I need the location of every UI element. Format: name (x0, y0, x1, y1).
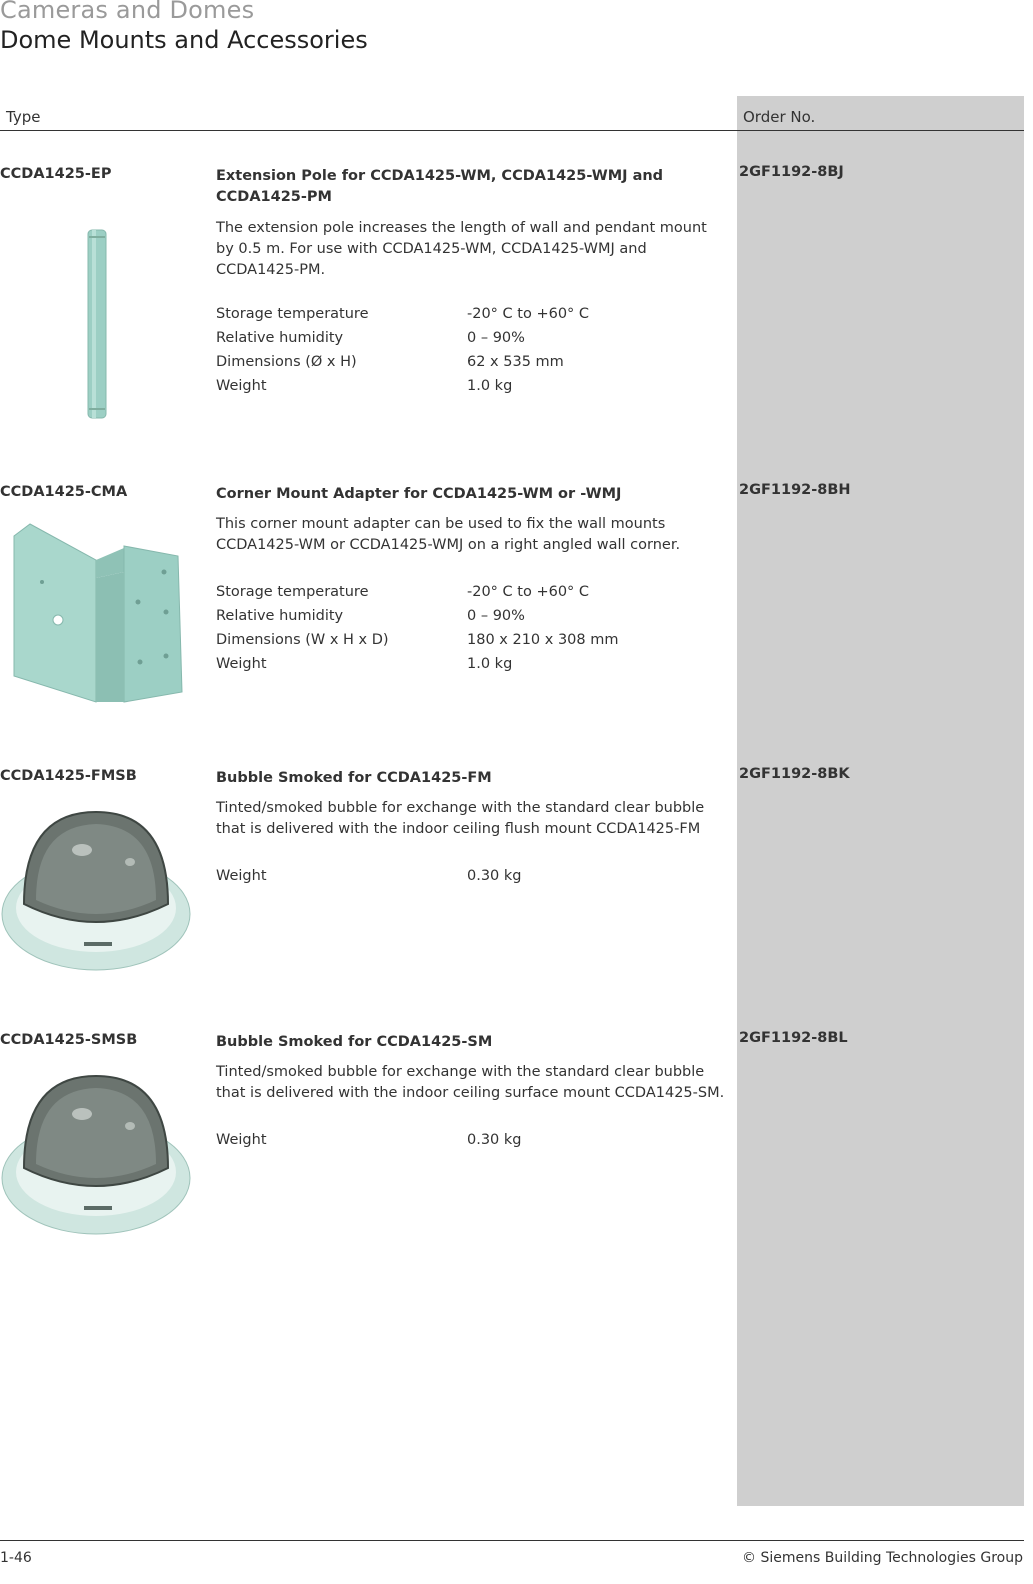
spec-row (216, 584, 716, 608)
smoked-bubble-image (0, 804, 192, 974)
product-type: CCDA1425-EP (0, 166, 112, 182)
spec-value: 1.0 kg (467, 656, 513, 672)
spec-table (216, 584, 716, 680)
spec-value: -20° C to +60° C (467, 306, 590, 322)
order-number: 2GF1192-8BK (739, 766, 850, 782)
spec-value: 0 – 90% (467, 330, 525, 346)
spec-value: 180 x 210 x 308 mm (467, 632, 619, 648)
product-type: CCDA1425-FMSB (0, 768, 137, 784)
spec-label: Storage temperature (216, 306, 369, 322)
spec-row (216, 354, 716, 378)
spec-value: 1.0 kg (467, 378, 513, 394)
spec-table (216, 1132, 716, 1156)
spec-value: 62 x 535 mm (467, 354, 564, 370)
order-number: 2GF1192-8BJ (739, 164, 844, 180)
extension-pole-image (0, 224, 192, 424)
column-header-type: Type (6, 108, 41, 126)
spec-label: Relative humidity (216, 330, 344, 346)
spec-label: Weight (216, 868, 267, 884)
spec-table (216, 306, 716, 402)
product-title: Extension Pole for CCDA1425-WM, CCDA1425-WMJ and CCDA1425-PM (216, 168, 664, 205)
order-number: 2GF1192-8BH (739, 482, 851, 498)
product-title: Corner Mount Adapter for CCDA1425-WM or -WMJ (216, 486, 622, 502)
spec-table (216, 868, 716, 892)
spec-label: Dimensions (W x H x D) (216, 632, 389, 648)
section-category: Cameras and Domes (0, 0, 255, 24)
spec-row (216, 632, 716, 656)
corner-mount-adapter-image (0, 516, 192, 706)
order-number-column (737, 96, 1024, 1506)
spec-row (216, 656, 716, 680)
column-header-order: Order No. (743, 108, 816, 126)
spec-label: Weight (216, 1132, 267, 1148)
copyright-notice: © Siemens Building Technologies Group (742, 1550, 1023, 1566)
spec-value: 0.30 kg (467, 868, 522, 884)
spec-row (216, 378, 716, 402)
product-title: Bubble Smoked for CCDA1425-SM (216, 1034, 493, 1050)
product-description: This corner mount adapter can be used to fix the wall mounts CCDA1425-WM or CCDA1425-WMJ on a right angled wall corner. (216, 516, 681, 553)
spec-label: Relative humidity (216, 608, 344, 624)
product-description: Tinted/smoked bubble for exchange with the standard clear bubble that is delivered with the indoor ceiling surface mount CCDA1425-SM. (216, 1064, 725, 1101)
footer-divider (0, 1540, 1024, 1541)
product-type: CCDA1425-CMA (0, 484, 128, 500)
spec-value: 0.30 kg (467, 1132, 522, 1148)
spec-label: Dimensions (Ø x H) (216, 354, 357, 370)
page-number: 1-46 (0, 1550, 32, 1566)
product-title: Bubble Smoked for CCDA1425-FM (216, 770, 492, 786)
product-description: The extension pole increases the length of wall and pendant mount by 0.5 m. For use with CCDA1425-WM, CCDA1425-WMJ and CCDA1425-PM. (216, 220, 707, 278)
spec-value: 0 – 90% (467, 608, 525, 624)
spec-row (216, 608, 716, 632)
smoked-bubble-image (0, 1068, 192, 1238)
spec-row (216, 1132, 716, 1156)
order-number: 2GF1192-8BL (739, 1030, 848, 1046)
spec-label: Weight (216, 656, 267, 672)
spec-row (216, 306, 716, 330)
product-type: CCDA1425-SMSB (0, 1032, 138, 1048)
page-title: Dome Mounts and Accessories (0, 26, 368, 54)
header-divider (0, 130, 1024, 131)
spec-value: -20° C to +60° C (467, 584, 590, 600)
product-description: Tinted/smoked bubble for exchange with the standard clear bubble that is delivered with the indoor ceiling flush mount CCDA1425-FM (216, 800, 705, 837)
spec-row (216, 330, 716, 354)
spec-row (216, 868, 716, 892)
spec-label: Weight (216, 378, 267, 394)
spec-label: Storage temperature (216, 584, 369, 600)
